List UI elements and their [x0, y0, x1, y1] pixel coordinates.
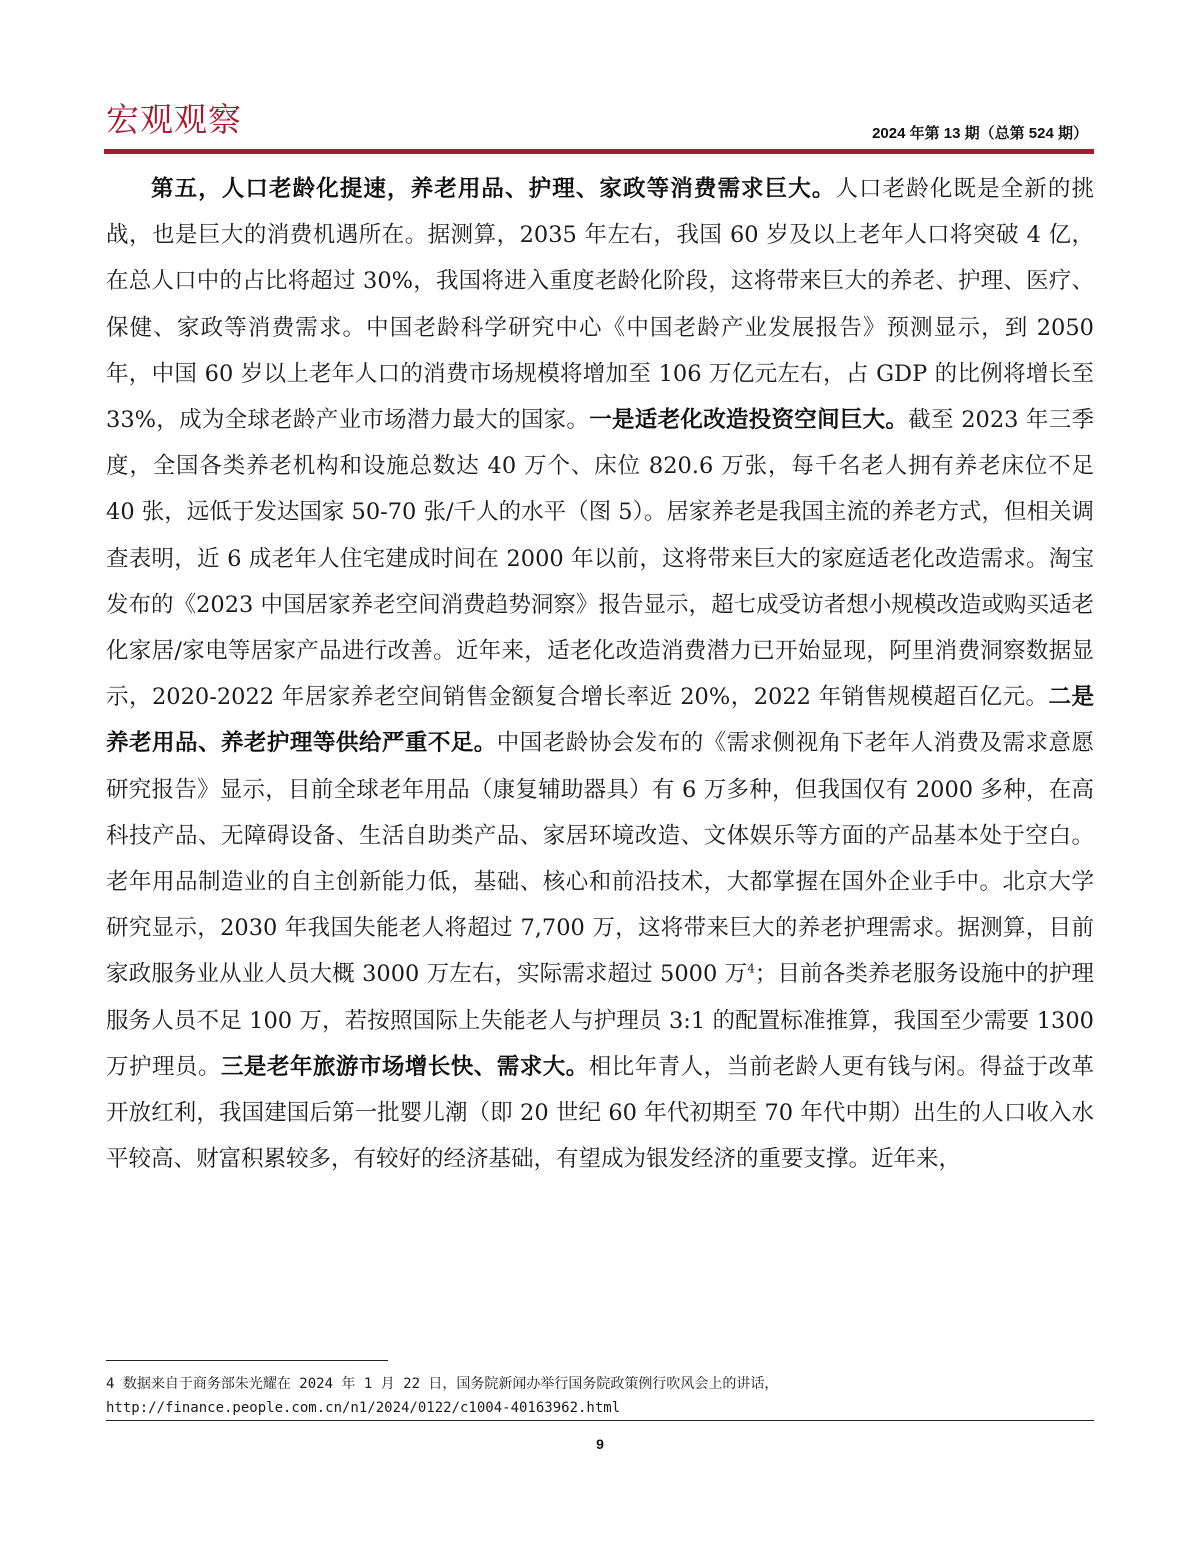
footnote-link[interactable]: http://finance.people.com.cn/n1/2024/0122/c1004-40163962.html [106, 1400, 621, 1416]
body-text-segment: ；目前各类养老服务设施中的护理服务人员不足 100 万，若按照国际上失能老人与护理员 3:1 的配置标准推算，我国至少需要 1300 万护理员。 [106, 961, 1094, 1080]
body-text-segment: 人口老龄化既是全新的挑战，也是巨大的消费机遇所在。据测算，2035 年左右，我国 60 岁及以上老年人口将突破 4 亿，在总人口中的占比将超过 30%，我国将进入重度老龄化阶段，这将带来巨大的养老、护理、医疗、保健、家政等消费需求。中国老龄科学研究中心《中国老龄产业发展报告》预测显示，到 2050 年，中国 60 岁以上老年人口的消费市场规模将增加至 106 万亿元左右，占 GDP 的比例将增长至 33%，成为全球老龄产业市场潜力最大的国家。 [106, 176, 1094, 434]
body-text-segment: 截至 2023 年三季度，全国各类养老机构和设施总数达 40 万个、床位 820.6 万张，每千名老人拥有养老床位不足 40 张，远低于发达国家 50-70 张/千人的水平（图 5）。居家养老是我国主流的养老方式，但相关调查表明，近 6 成老年人住宅建成时间在 2000 年以前，这将带来巨大的家庭适老化改造需求。淘宝发布的《2023 中国居家养老空间消费趋势洞察》报告显示，超七成受访者想小规模改造或购买适老化家居/家电等居家产品进行改善。近年来，适老化改造消费潜力已开始显现，阿里消费洞察数据显示，2020-2022 年居家养老空间销售金额复合增长率近 20%，2022 年销售规模超百亿元。 [106, 407, 1094, 711]
footnote-reference[interactable]: 4 [747, 961, 755, 976]
body-paragraph [106, 166, 1094, 1182]
issue-info: 2024 年第 13 期（总第 524 期） [872, 125, 1088, 142]
page-number: 9 [596, 1436, 604, 1452]
body-text-segment: 相比年青人，当前老龄人更有钱与闲。得益于改革开放红利，我国建国后第一批婴儿潮（即 20 世纪 60 年代初期至 70 年代中期）出生的人口收入水平较高、财富积累较多，有较好的经济基础，有望成为银发经济的重要支撑。近年来， [106, 1053, 1094, 1173]
body-text-segment: 中国老龄协会发布的《需求侧视角下老年人消费及需求意愿研究报告》显示，目前全球老年用品（康复辅助器具）有 6 万多种，但我国仅有 2000 多种，在高科技产品、无障碍设备、生活自助类产品、家居环境改造、文体娱乐等方面的产品基本处于空白。老年用品制造业的自主创新能力低，基础、核心和前沿技术，大都掌握在国外企业手中。北京大学研究显示，2030 年我国失能老人将超过 7,700 万，这将带来巨大的养老护理需求。据测算，目前家政服务业从业人员大概 3000 万左右，实际需求超过 5000 万 [106, 730, 1094, 988]
header-divider [104, 149, 1094, 154]
footnote-divider [106, 1360, 388, 1361]
publication-title: 宏观观察 [106, 100, 242, 139]
footnote-text: 4 数据来自于商务部朱光耀在 2024 年 1 月 22 日，国务院新闻办举行国务院政策例行吹风会上的讲话， [106, 1376, 779, 1392]
section-heading: 第五，人口老龄化提速，养老用品、护理、家政等消费需求巨大。 [151, 176, 836, 202]
page-bottom-divider [106, 1420, 1094, 1421]
subheading-two: 二是养老用品、养老护理等供给严重不足。 [106, 684, 1094, 757]
footnote [106, 1372, 1094, 1420]
subheading-three: 三是老年旅游市场增长快、需求大。 [220, 1053, 589, 1080]
subheading-one: 一是适老化改造投资空间巨大。 [589, 407, 909, 434]
